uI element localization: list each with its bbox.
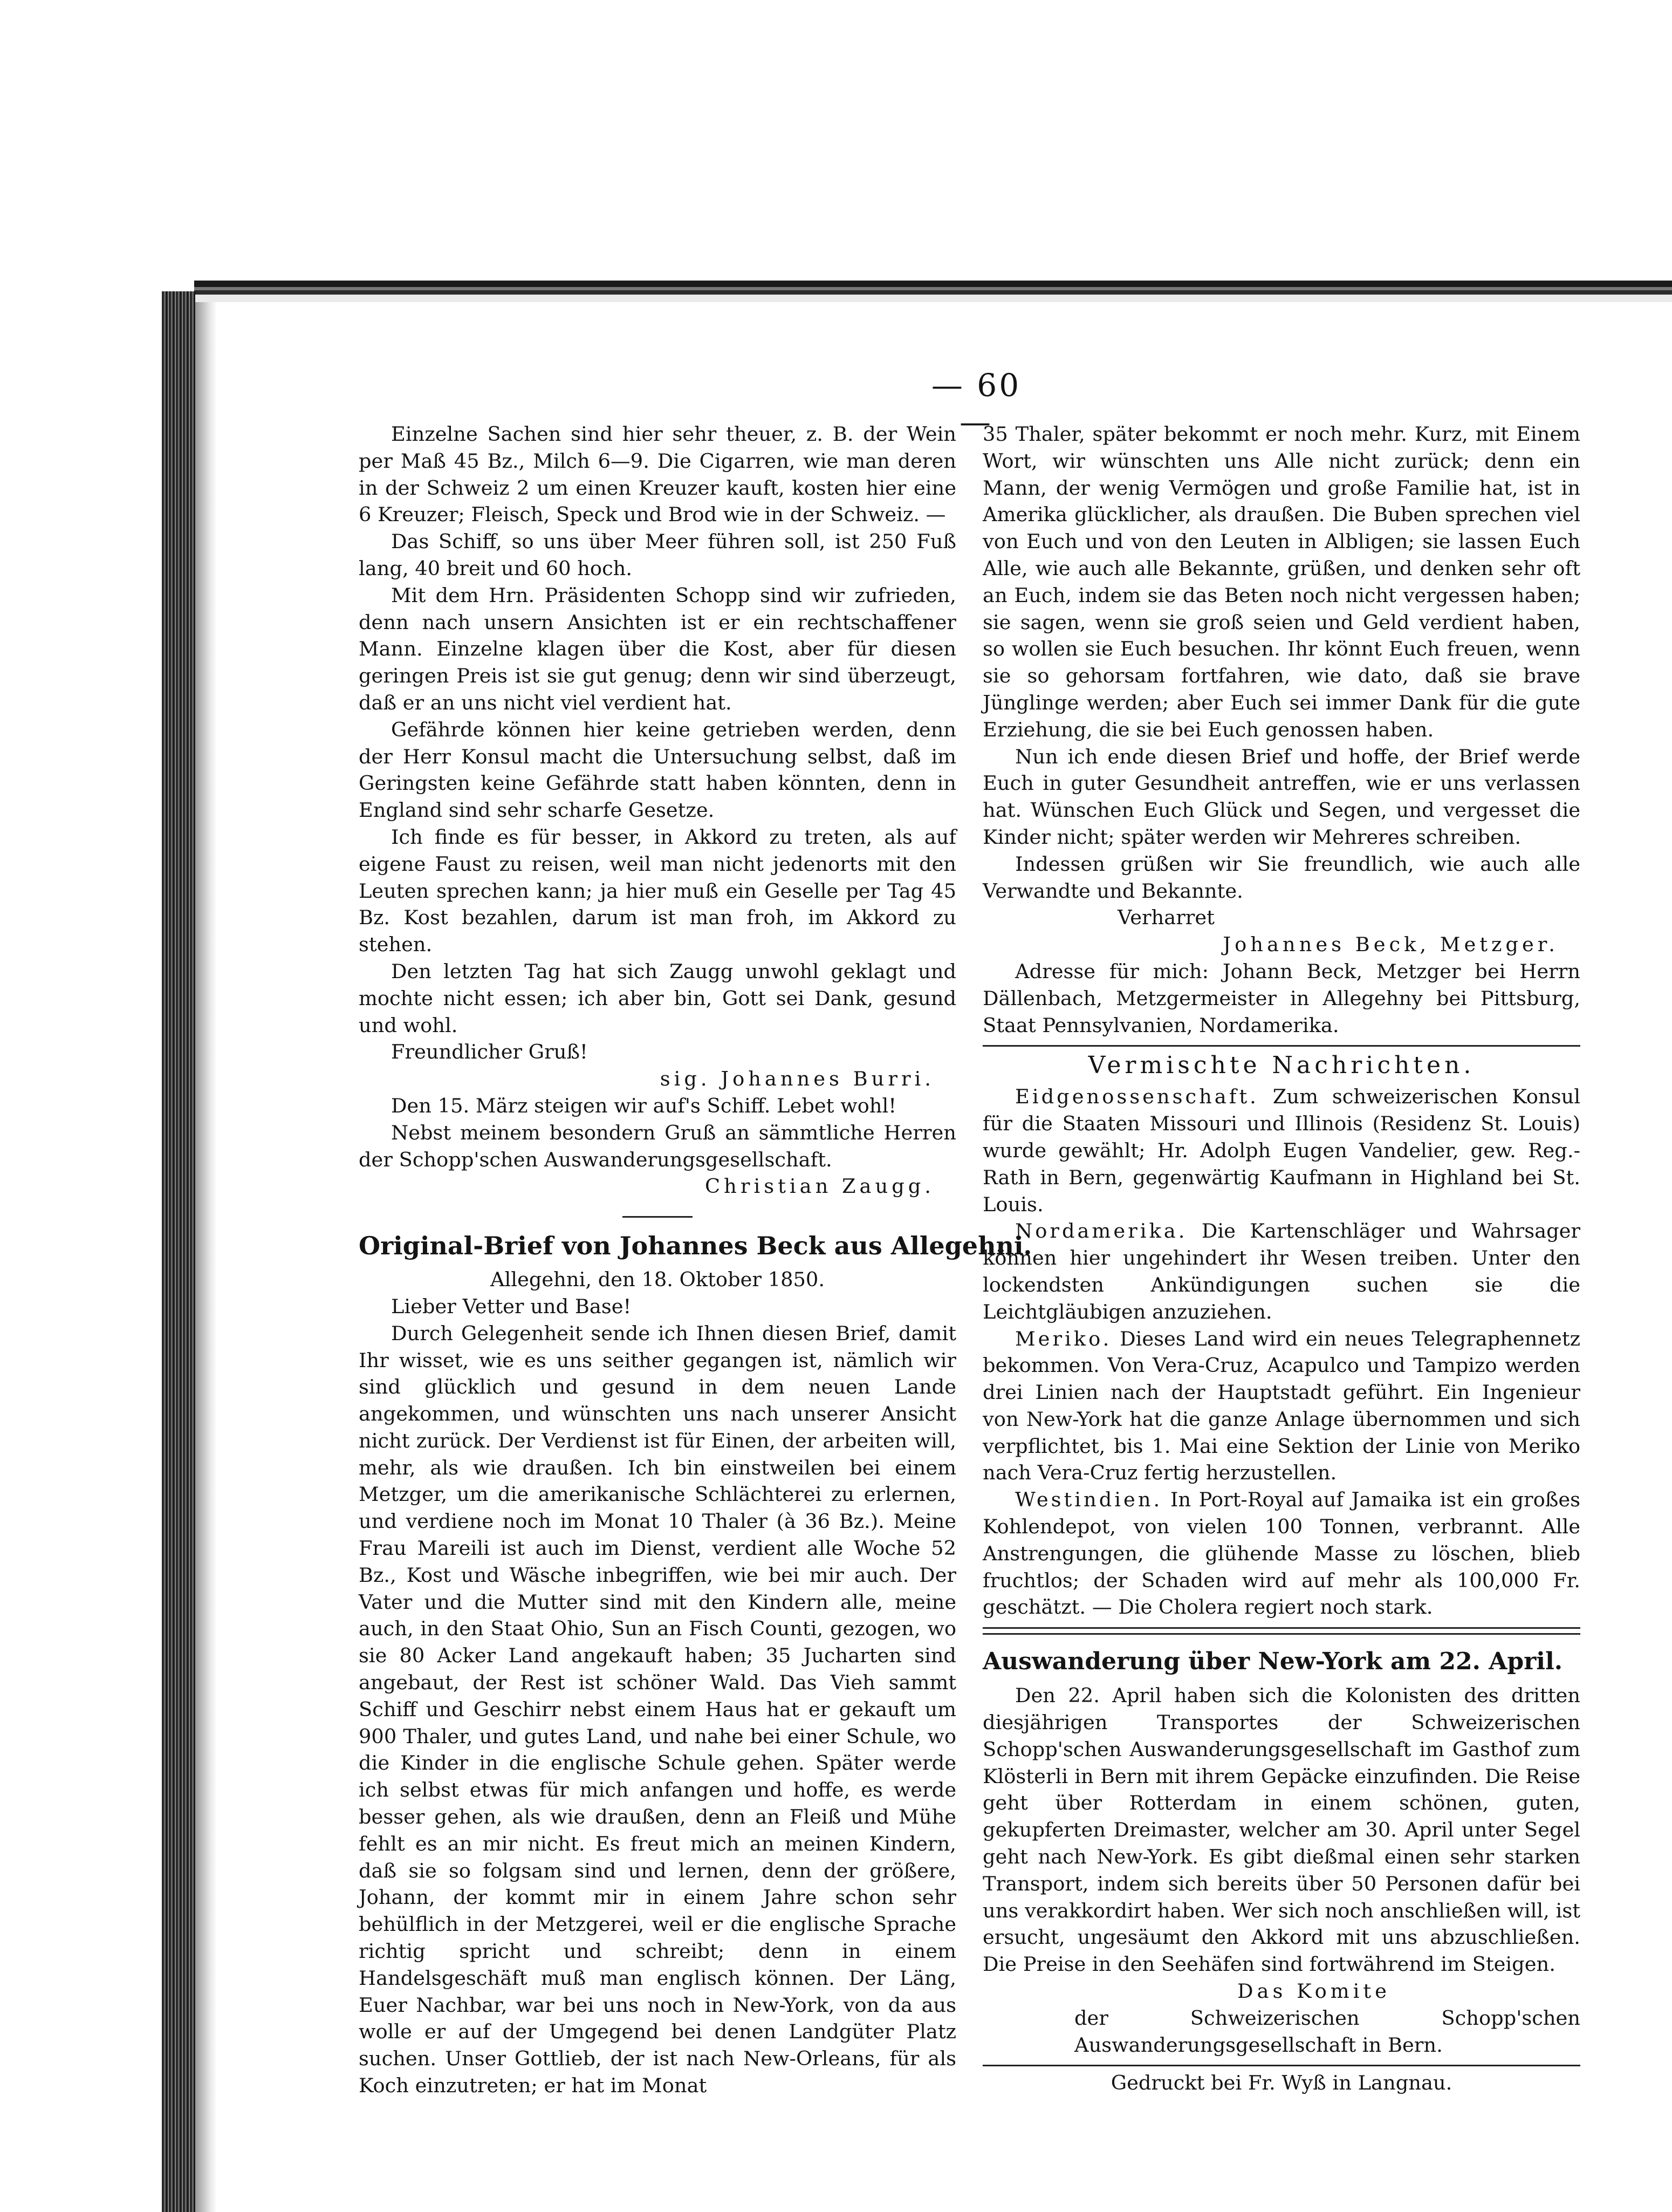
news-keyword: Nordamerika. xyxy=(1015,1219,1188,1243)
paragraph: Nebst meinem besondern Gruß an sämmtliche Herren der Schopp'schen Auswanderungsgesellschaft. xyxy=(359,1121,956,1171)
left-column xyxy=(359,421,1032,2099)
closing-verharret: Verharret xyxy=(1118,906,1215,930)
news-text: In Port-Royal auf Jamaika ist ein großes Kohlendepot, von vielen 100 Tonnen, verbrannt. Alle Anstrengungen, die glühende Masse zu löschen, blieb fruchtlos; der Schaden wird auf mehr als 100,000 Fr. geschätzt. — Die Cholera regiert noch stark. xyxy=(983,1488,1581,1619)
section-divider xyxy=(983,1045,1580,1047)
news-item xyxy=(983,1083,1580,1218)
paragraph: Das Schiff, so uns über Meer führen soll, ist 250 Fuß lang, 40 breit und 60 hoch. xyxy=(359,530,956,580)
letter-salutation: Lieber Vetter und Base! xyxy=(391,1294,632,1318)
news-keyword: Westindien. xyxy=(1015,1488,1163,1512)
news-text: Dieses Land wird ein neues Telegraphennetz bekommen. Von Vera-Cruz, Acapulco und Tampizo werden drei Linien nach der Hauptstadt geführt. Ein Ingenieur von New-York hat die ganze Anlage übernommen und sich verpflichtet, bis 1. Mai eine Sektion der Linie von Meriko nach Vera-Cruz fertig herzustellen. xyxy=(983,1327,1580,1485)
scan-border-top xyxy=(194,281,1672,302)
news-keyword: Meriko. xyxy=(1015,1327,1112,1350)
section-divider xyxy=(622,1216,693,1218)
news-item xyxy=(983,1486,1580,1621)
paragraph: Den letzten Tag hat sich Zaugg unwohl geklagt und mochte nicht essen; ich aber bin, Gott sei Dank, gesund und wohl. xyxy=(359,959,956,1037)
news-heading: Vermischte Nachrichten. xyxy=(1088,1052,1475,1080)
section-divider xyxy=(983,1627,1580,1635)
komite-title: Das Komite xyxy=(1237,1979,1390,2003)
footer-divider xyxy=(983,2065,1580,2066)
paragraph: Einzelne Sachen sind hier sehr theuer, z. B. der Wein per Maß 45 Bz., Milch 6—9. Die Cigarren, wie man deren in der Schweiz 2 um einen Kreuzer kauft, kosten hier eine 6 Kreuzer; Fleisch, Speck und Brod wie in der Schweiz. — xyxy=(359,422,956,527)
letter-heading: Original-Brief von Johannes Beck aus Allegehni. xyxy=(359,1231,1032,1261)
page-number: — 60 — xyxy=(931,367,1022,440)
letter-date: Allegehni, den 18. Oktober 1850. xyxy=(490,1268,825,1292)
emigration-notice: Den 22. April haben sich die Kolonisten des dritten diesjährigen Transportes der Schweizerischen Schopp'schen Auswanderungsgesellschaft im Gasthof zum Klösterli in Bern mit ihrem Gepäcke einzufinden. Die Reise geht über Rotterdam in einem schönen, guten, gekupferten Dreimaster, welcher am 30. April unter Segel geht nach New-York. Es gibt dießmal einen sehr starken Transport, indem sich bereits über 50 Personen dafür bei uns verakkordirt haben. Wer sich noch anschließen will, ist ersucht, ungesäumt den Akkord mit uns abzuschließen. Die Preise in den Seehäfen sind fortwährend im Steigen. xyxy=(983,1684,1580,1976)
signature-zaugg: Christian Zaugg. xyxy=(705,1175,935,1198)
scan-border-left xyxy=(162,291,195,2212)
paragraph: Mit dem Hrn. Präsidenten Schopp sind wir zufrieden, denn nach unsern Ansichten ist er ein rechtschaffener Mann. Einzelne klagen über die Kost, aber für diesen geringen Preis ist sie gut genug; denn wir sind überzeugt, daß er an uns nicht viel verdient hat. xyxy=(359,583,956,714)
paragraph: 35 Thaler, später bekommt er noch mehr. Kurz, mit Einem Wort, wir wünschten uns Alle nicht zurück; denn ein Mann, der wenig Vermögen und große Familie hat, ist in Amerika glücklicher, als draußen. Die Buben sprechen viel von Euch und von den Leuten in Albligen; sie lassen Euch Alle, wie auch alle Bekannte, grüßen, und denken sehr oft an Euch, indem sie das Beten noch nicht vergessen haben; sie sagen, wenn sie groß seien und Geld verdient haben, so wollen sie Euch besuchen. Ihr könnt Euch freuen, wenn sie so gehorsam fortfahren, wie dato, daß sie brave Jünglinge werden; aber Euch sei immer Dank für die gute Erziehung, die sie bei Euch genossen haben. xyxy=(983,422,1580,741)
emigration-heading: Auswanderung über New-York am 22. April. xyxy=(983,1648,1563,1676)
news-item xyxy=(983,1218,1580,1325)
printer-imprint: Gedruckt bei Fr. Wyß in Langnau. xyxy=(1111,2071,1452,2095)
news-text: Die Kartenschläger und Wahrsager können hier ungehindert ihr Wesen treiben. Unter den lockendsten Ankündigungen suchen sie die Leichtgläubigen anzuziehen. xyxy=(983,1219,1581,1323)
address: Adresse für mich: Johann Beck, Metzger bei Herrn Dällenbach, Metzgermeister in Allegehny bei Pittsburg, Staat Pennsylvanien, Nordamerika. xyxy=(983,959,1580,1037)
paragraph: Ich finde es für besser, in Akkord zu treten, als auf eigene Faust zu reisen, weil man nicht jedenorts mit den Leuten sprechen kann; ja hier muß ein Geselle per Tag 45 Bz. Kost bezahlen, darum ist man froh, im Akkord zu stehen. xyxy=(359,825,956,957)
paragraph: Nun ich ende diesen Brief und hoffe, der Brief werde Euch in guter Gesundheit antreffen, wie er uns verlassen hat. Wünschen Euch Glück und Segen, und vergesset die Kinder nicht; später werden wir Mehreres schreiben. xyxy=(983,745,1580,849)
right-column xyxy=(983,421,1580,2097)
komite-name: der Schweizerischen Schopp'schen Auswanderungsgesellschaft in Bern. xyxy=(1074,2006,1580,2057)
news-keyword: Eidgenossenschaft. xyxy=(1015,1085,1259,1109)
signature-beck-text: Johannes Beck, Metzger. xyxy=(1223,933,1559,957)
letter-body: Durch Gelegenheit sende ich Ihnen diesen Brief, damit Ihr wisset, wie es uns seither gegangen ist, nämlich wir sind glücklich und gesund in dem neuen Lande angekommen, und wünschten uns nach unserer Ansicht nicht zurück. Der Verdienst ist für Einen, der arbeiten will, mehr, als wie draußen. Ich bin einstweilen bei einem Metzger, um die amerikanische Schlächterei zu erlernen, und verdiene noch im Monat 10 Thaler (à 36 Bz.). Meine Frau Mareili ist auch im Dienst, verdient alle Woche 52 Bz., Kost und Wäsche inbegriffen, wie bei mir auch. Der Vater und die Mutter sind mit den Kindern alle, meine auch, in den Staat Ohio, Sun an Fisch Counti, gezogen, wo sie 80 Acker Land angekauft haben; 35 Jucharten sind angebaut, der Rest ist schöner Wald. Das Vieh sammt Schiff und Geschirr nebst einem Haus hat er gekauft um 900 Thaler, und gutes Land, und nahe bei einer Schule, wo die Kinder in die englische Schule gehen. Später werde ich selbst etwas für mich anfangen und hoffe, es werde besser gehen, als wie draußen, denn an Fleiß und Mühe fehlt es an mir nicht. Es freut mich an meinen Kindern, daß sie so folgsam sind und lernen, denn der größere, Johann, der kommt mir in einem Jahre schon sehr behülflich in der Metzgerei, weil er die englische Sprache richtig spricht und schreibt; denn in einem Handelsgeschäft muß man englisch können. Der Läng, Euer Nachbar, war bei uns noch in New-York, von da aus wolle er auf der Umgegend bei denen Landgüter Platz suchen. Unser Gottlieb, der ist nach New-Orleans, für als Koch einzutreten; er hat im Monat xyxy=(359,1321,956,2098)
greeting: Freundlicher Gruß! xyxy=(391,1040,588,1064)
paragraph: Indessen grüßen wir Sie freundlich, wie auch alle Verwandte und Bekannte. xyxy=(983,852,1580,903)
paragraph: Den 15. März steigen wir auf's Schiff. Lebet wohl! xyxy=(391,1094,897,1117)
news-text: Zum schweizerischen Konsul für die Staaten Missouri und Illinois (Residenz St. Louis) wurde gewählt; Hr. Adolph Eugen Vandelier, gew. Reg.-Rath in Bern, gegenwärtig Kaufmann in Highland bei St. Louis. xyxy=(983,1085,1580,1216)
news-item xyxy=(983,1326,1580,1487)
page-fold-shadow xyxy=(195,302,217,2212)
signature-burri: sig. Johannes Burri. xyxy=(660,1067,935,1091)
paragraph: Gefährde können hier keine getrieben werden, denn der Herr Konsul macht die Untersuchung selbst, daß im Geringsten keine Gefährde statt haben könnten, denn in England sind sehr scharfe Gesetze. xyxy=(359,718,956,822)
signature-beck xyxy=(983,931,1580,958)
